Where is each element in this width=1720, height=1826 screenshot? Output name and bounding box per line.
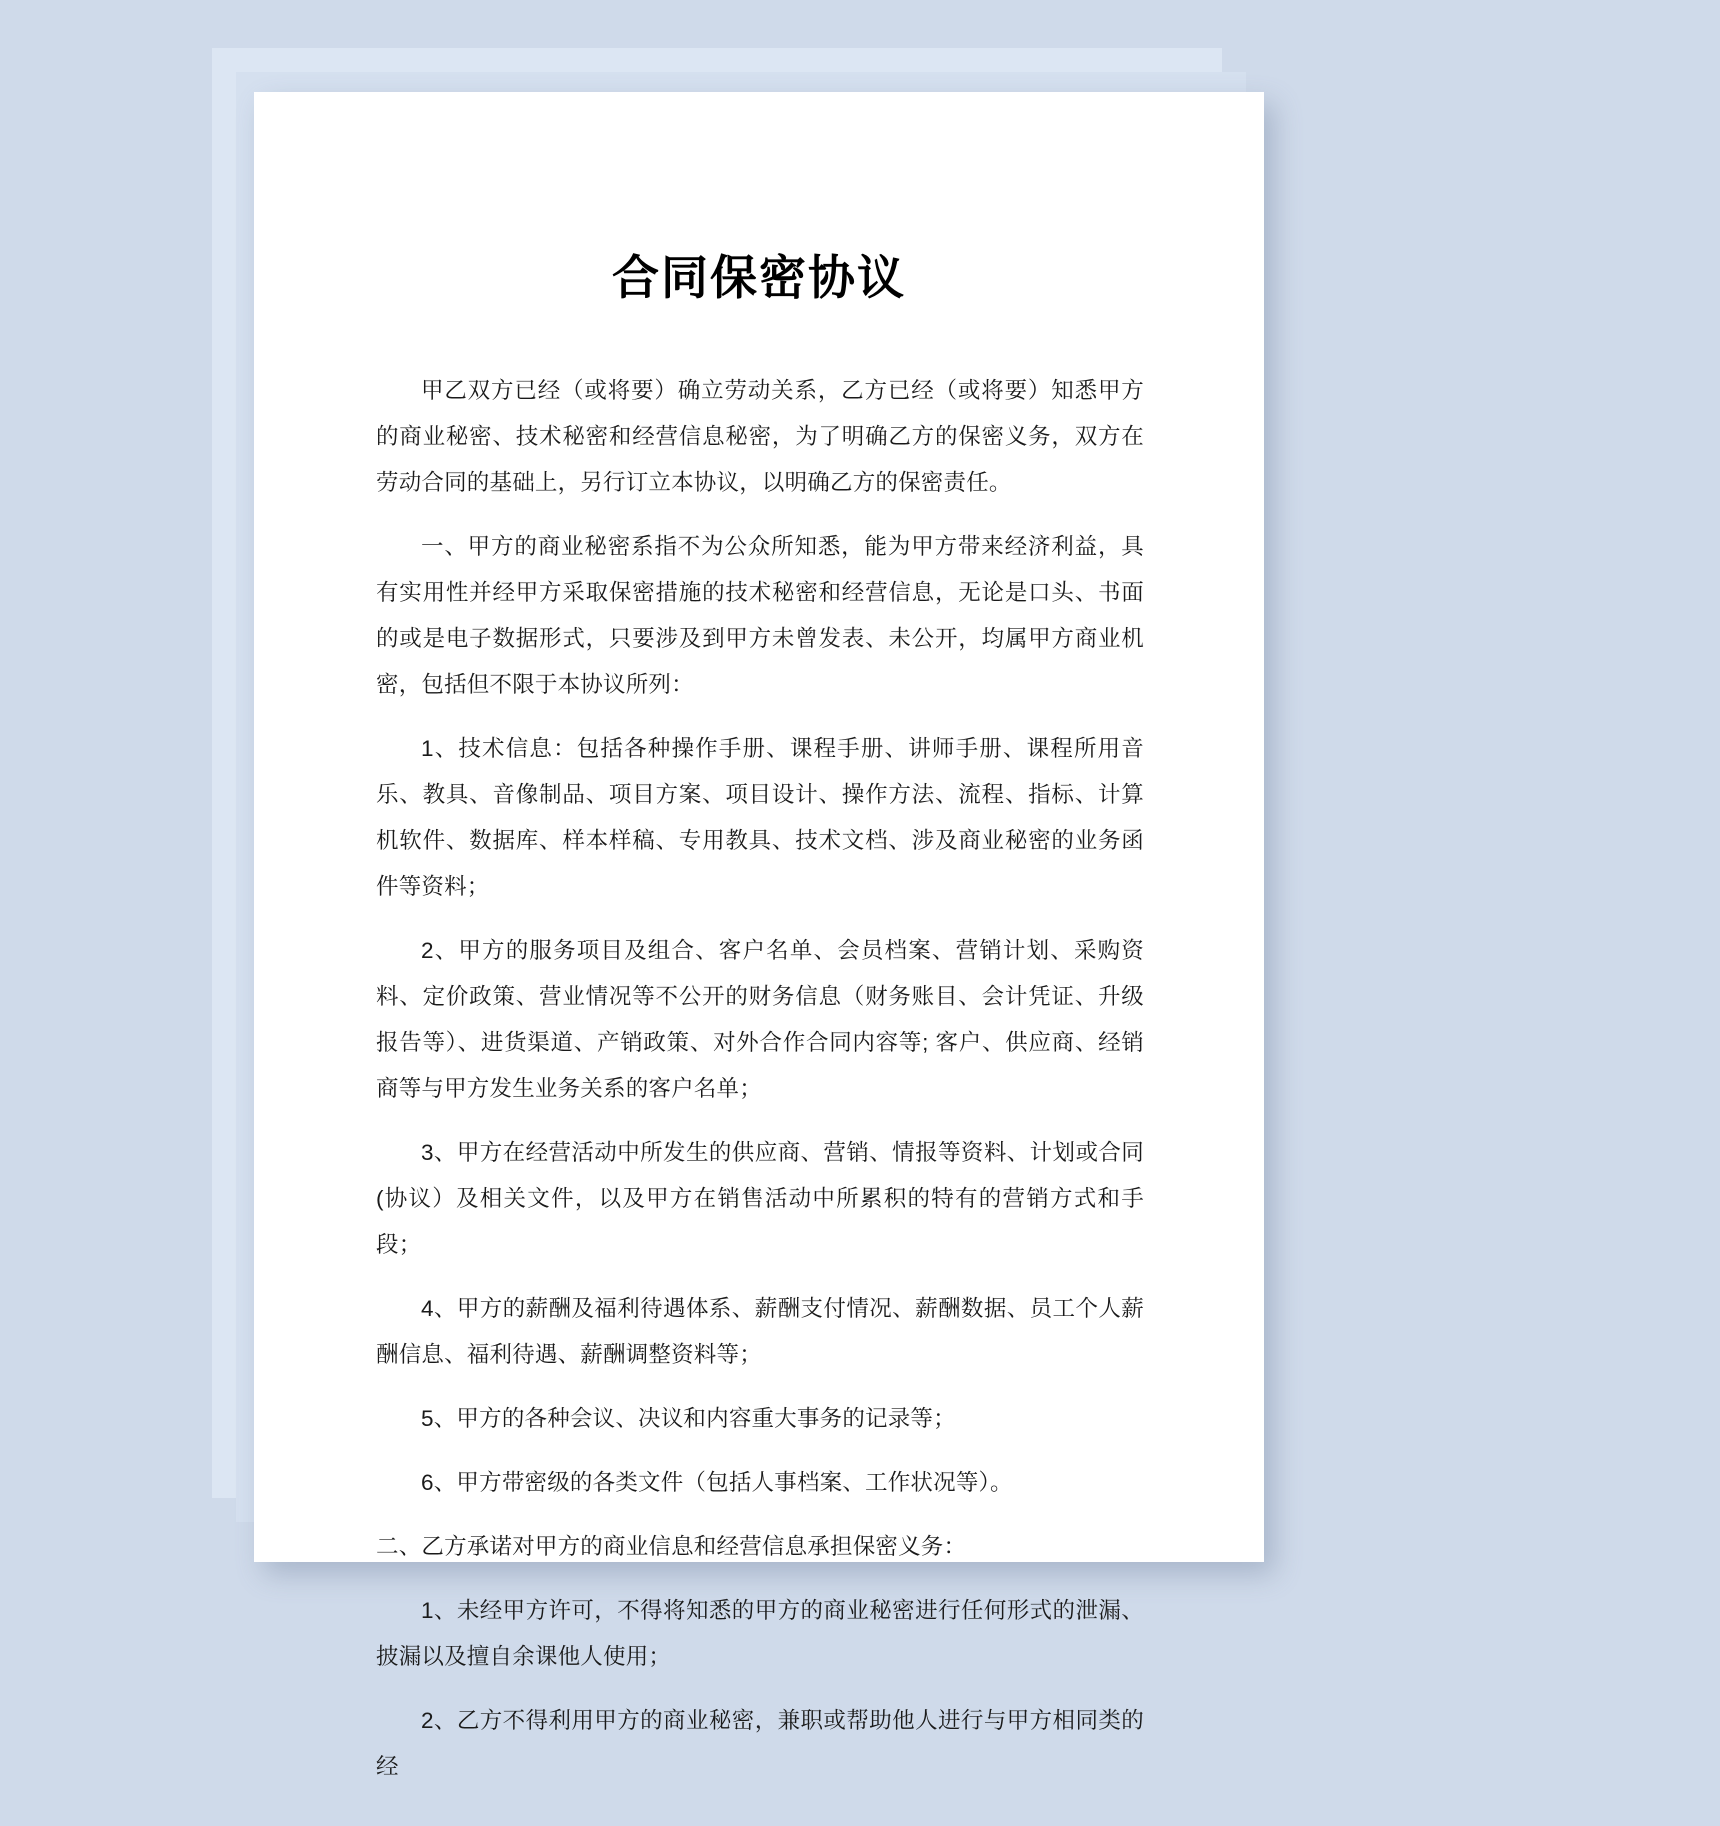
paragraph-item-1-2: 2、甲方的服务项目及组合、客户名单、会员档案、营销计划、采购资料、定价政策、营业情况等不公开的财务信息（财务账目、会计凭证、升级报告等）、进货渠道、产销政策、对外合作合同内容等; 客户、供应商、经销商等与甲方发生业务关系的客户名单；: [376, 938, 1144, 1102]
paragraph-item-1-3: 3、甲方在经营活动中所发生的供应商、营销、情报等资料、计划或合同 (协议）及相关文件，以及甲方在销售活动中所累积的特有的营销方式和手段；: [376, 1140, 1144, 1258]
paragraph-preamble: 甲乙双方已经（或将要）确立劳动关系，乙方已经（或将要）知悉甲方的商业秘密、技术秘密和经营信息秘密，为了明确乙方的保密义务，双方在劳动合同的基础上，另行订立本协议，以明确乙方的保密责任。: [376, 378, 1144, 496]
paragraph-item-1-5: 5、甲方的各种会议、决议和内容重大事务的记录等；: [421, 1406, 956, 1432]
document-page: [254, 92, 1264, 1780]
paragraph-item-1-1: 1、技术信息：包括各种操作手册、课程手册、讲师手册、课程所用音乐、教具、音像制品、项目方案、项目设计、操作方法、流程、指标、计算机软件、数据库、样本样稿、专用教具、技术文档、涉及商业秘密的业务函件等资料；: [376, 736, 1144, 900]
paragraph-section-two: 二、乙方承诺对甲方的商业信息和经营信息承担保密义务：: [376, 1534, 967, 1560]
paragraph-item-1-6: 6、甲方带密级的各类文件（包括人事档案、工作状况等）。: [421, 1470, 1013, 1496]
paragraph-item-2-1: 1、未经甲方许可，不得将知悉的甲方的商业秘密进行任何形式的泄漏、披漏以及擅自余课他人使用；: [376, 1598, 1144, 1670]
paragraph-section-one: 一、甲方的商业秘密系指不为公众所知悉，能为甲方带来经济利益，具有实用性并经甲方采取保密措施的技术秘密和经营信息，无论是口头、书面的或是电子数据形式，只要涉及到甲方未曾发表、未公开，均属甲方商业机密，包括但不限于本协议所列：: [376, 534, 1144, 698]
paragraph-item-1-4: 4、甲方的薪酬及福利待遇体系、薪酬支付情况、薪酬数据、员工个人薪酬信息、福利待遇、薪酬调整资料等；: [376, 1296, 1144, 1368]
document-body: [254, 92, 1264, 1780]
document-content: [290, 368, 1228, 1790]
page-title: 合同保密协议: [612, 251, 906, 304]
paragraph-item-2-2: 2、乙方不得利用甲方的商业秘密，兼职或帮助他人进行与甲方相同类的经: [376, 1708, 1144, 1780]
